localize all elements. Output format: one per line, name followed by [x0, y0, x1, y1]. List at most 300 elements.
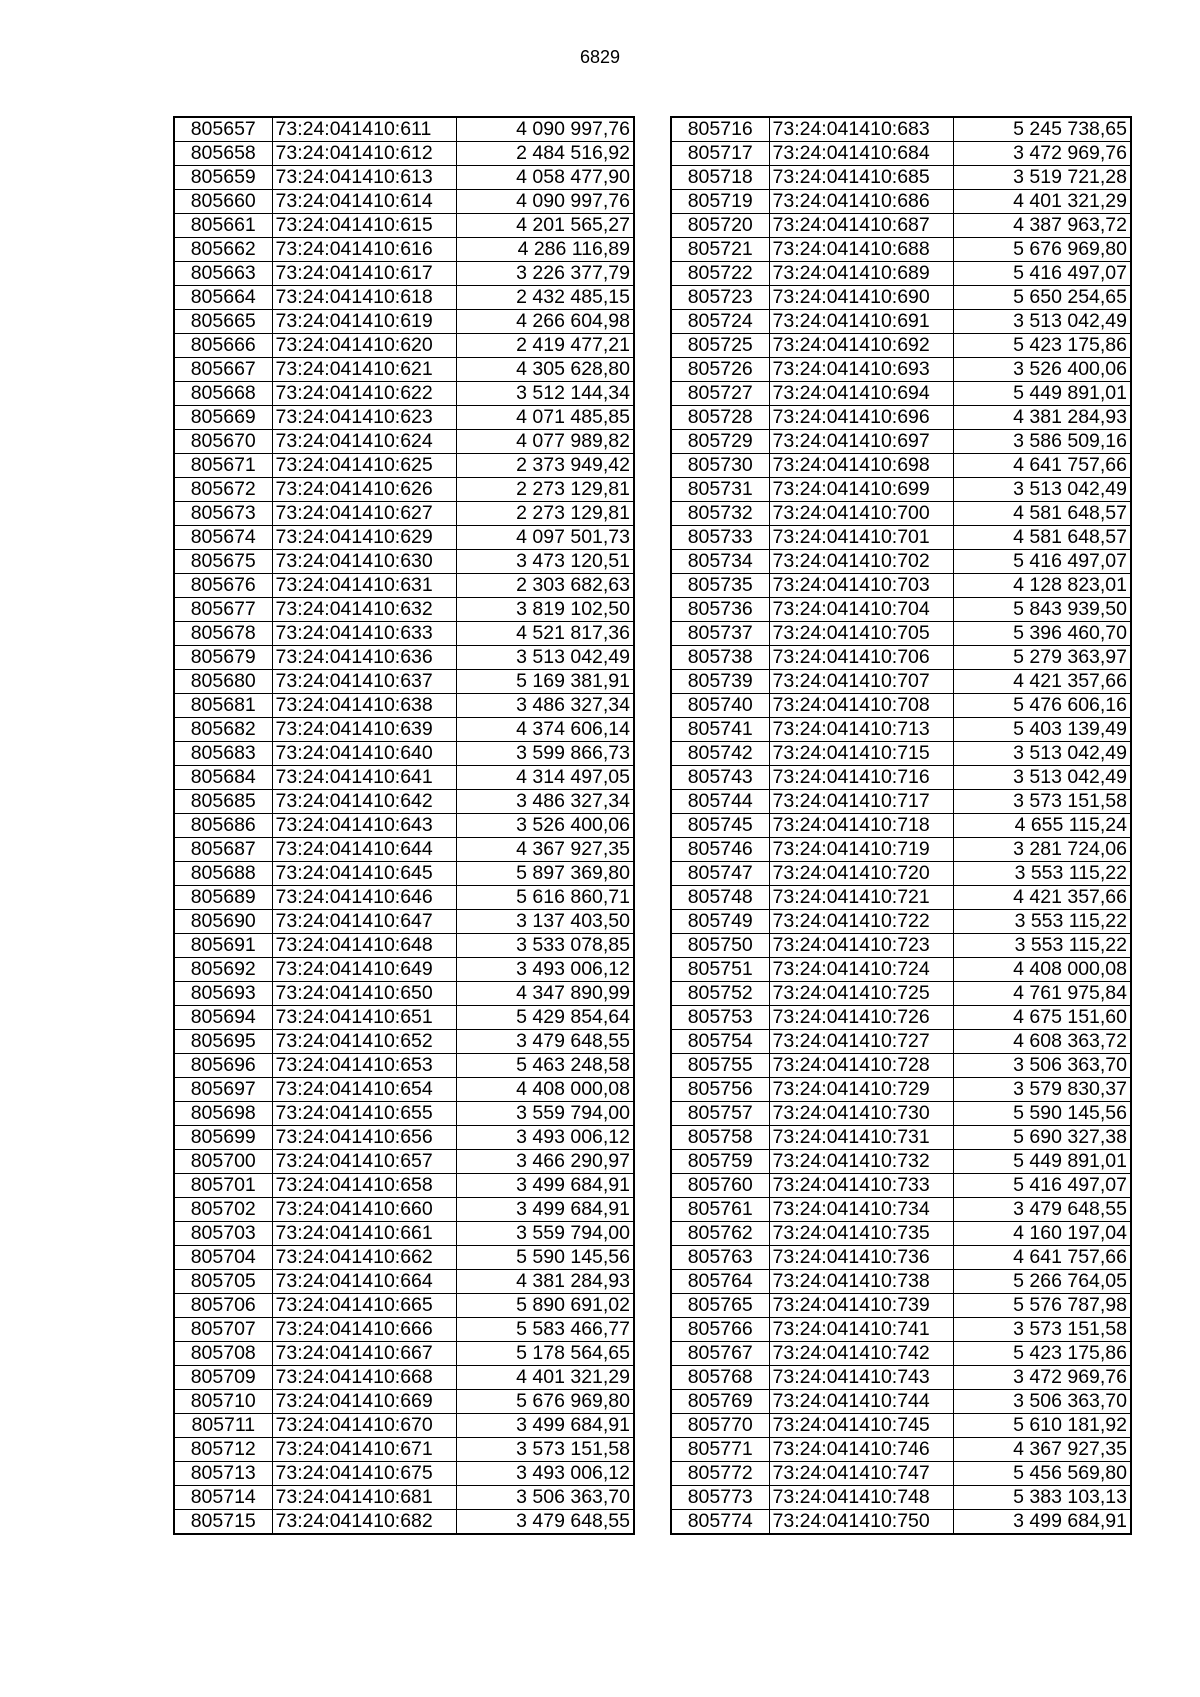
table-row: [671, 310, 1131, 334]
table-row: [174, 646, 634, 670]
table-row: [671, 1246, 1131, 1270]
cadastral-value-cell: 3 559 794,00: [456, 1222, 634, 1246]
cadastral-value-cell: 3 512 144,34: [456, 382, 634, 406]
table-row: [671, 1390, 1131, 1414]
record-number-cell: 805682: [174, 718, 272, 742]
cadastral-number-cell: 73:24:041410:688: [769, 238, 953, 262]
cadastral-number-cell: 73:24:041410:620: [272, 334, 456, 358]
record-number-cell: 805697: [174, 1078, 272, 1102]
right-data-table: [670, 116, 1132, 1535]
cadastral-number-cell: 73:24:041410:746: [769, 1438, 953, 1462]
cadastral-number-cell: 73:24:041410:719: [769, 838, 953, 862]
record-number-cell: 805751: [671, 958, 769, 982]
cadastral-value-cell: 3 533 078,85: [456, 934, 634, 958]
cadastral-value-cell: 3 493 006,12: [456, 1462, 634, 1486]
cadastral-value-cell: 5 676 969,80: [953, 238, 1131, 262]
cadastral-value-cell: 3 473 120,51: [456, 550, 634, 574]
record-number-cell: 805730: [671, 454, 769, 478]
cadastral-value-cell: 3 599 866,73: [456, 742, 634, 766]
cadastral-value-cell: 3 499 684,91: [456, 1198, 634, 1222]
cadastral-number-cell: 73:24:041410:621: [272, 358, 456, 382]
cadastral-value-cell: 3 137 403,50: [456, 910, 634, 934]
table-row: [671, 286, 1131, 310]
record-number-cell: 805720: [671, 214, 769, 238]
record-number-cell: 805767: [671, 1342, 769, 1366]
cadastral-value-cell: 3 506 363,70: [456, 1486, 634, 1510]
cadastral-value-cell: 4 408 000,08: [953, 958, 1131, 982]
table-row: [671, 574, 1131, 598]
table-row: [174, 1078, 634, 1102]
record-number-cell: 805708: [174, 1342, 272, 1366]
table-row: [174, 1342, 634, 1366]
left-data-table: [173, 116, 635, 1535]
cadastral-value-cell: 4 641 757,66: [953, 454, 1131, 478]
cadastral-value-cell: 4 305 628,80: [456, 358, 634, 382]
cadastral-number-cell: 73:24:041410:641: [272, 766, 456, 790]
record-number-cell: 805698: [174, 1102, 272, 1126]
table-row: [671, 550, 1131, 574]
cadastral-value-cell: 4 314 497,05: [456, 766, 634, 790]
table-row: [174, 1414, 634, 1438]
cadastral-value-cell: 5 463 248,58: [456, 1054, 634, 1078]
cadastral-number-cell: 73:24:041410:704: [769, 598, 953, 622]
record-number-cell: 805731: [671, 478, 769, 502]
cadastral-number-cell: 73:24:041410:662: [272, 1246, 456, 1270]
record-number-cell: 805750: [671, 934, 769, 958]
record-number-cell: 805763: [671, 1246, 769, 1270]
cadastral-number-cell: 73:24:041410:698: [769, 454, 953, 478]
record-number-cell: 805772: [671, 1462, 769, 1486]
cadastral-number-cell: 73:24:041410:694: [769, 382, 953, 406]
record-number-cell: 805757: [671, 1102, 769, 1126]
cadastral-value-cell: 3 486 327,34: [456, 790, 634, 814]
record-number-cell: 805657: [174, 117, 272, 142]
cadastral-value-cell: 3 479 648,55: [456, 1510, 634, 1535]
table-row: [174, 622, 634, 646]
record-number-cell: 805687: [174, 838, 272, 862]
cadastral-value-cell: 3 506 363,70: [953, 1054, 1131, 1078]
record-number-cell: 805659: [174, 166, 272, 190]
cadastral-value-cell: 4 347 890,99: [456, 982, 634, 1006]
table-row: [174, 1390, 634, 1414]
cadastral-number-cell: 73:24:041410:681: [272, 1486, 456, 1510]
cadastral-number-cell: 73:24:041410:642: [272, 790, 456, 814]
record-number-cell: 805665: [174, 310, 272, 334]
record-number-cell: 805745: [671, 814, 769, 838]
table-row: [174, 190, 634, 214]
cadastral-number-cell: 73:24:041410:639: [272, 718, 456, 742]
cadastral-value-cell: 4 581 648,57: [953, 502, 1131, 526]
table-row: [174, 1030, 634, 1054]
cadastral-value-cell: 4 097 501,73: [456, 526, 634, 550]
cadastral-number-cell: 73:24:041410:650: [272, 982, 456, 1006]
table-row: [671, 1342, 1131, 1366]
cadastral-number-cell: 73:24:041410:744: [769, 1390, 953, 1414]
table-row: [174, 406, 634, 430]
table-row: [174, 598, 634, 622]
cadastral-value-cell: 3 573 151,58: [953, 790, 1131, 814]
table-row: [174, 310, 634, 334]
record-number-cell: 805716: [671, 117, 769, 142]
cadastral-value-cell: 5 616 860,71: [456, 886, 634, 910]
record-number-cell: 805734: [671, 550, 769, 574]
cadastral-value-cell: 4 374 606,14: [456, 718, 634, 742]
table-row: [174, 742, 634, 766]
record-number-cell: 805727: [671, 382, 769, 406]
table-row: [671, 982, 1131, 1006]
table-row: [174, 694, 634, 718]
record-number-cell: 805664: [174, 286, 272, 310]
cadastral-number-cell: 73:24:041410:706: [769, 646, 953, 670]
table-row: [671, 718, 1131, 742]
table-row: [671, 1030, 1131, 1054]
record-number-cell: 805712: [174, 1438, 272, 1462]
record-number-cell: 805686: [174, 814, 272, 838]
cadastral-value-cell: 4 201 565,27: [456, 214, 634, 238]
cadastral-number-cell: 73:24:041410:658: [272, 1174, 456, 1198]
cadastral-number-cell: 73:24:041410:657: [272, 1150, 456, 1174]
cadastral-value-cell: 4 077 989,82: [456, 430, 634, 454]
cadastral-value-cell: 3 506 363,70: [953, 1390, 1131, 1414]
table-row: [671, 454, 1131, 478]
record-number-cell: 805721: [671, 238, 769, 262]
cadastral-value-cell: 4 160 197,04: [953, 1222, 1131, 1246]
table-row: [174, 1510, 634, 1535]
cadastral-value-cell: 3 553 115,22: [953, 934, 1131, 958]
cadastral-number-cell: 73:24:041410:724: [769, 958, 953, 982]
record-number-cell: 805685: [174, 790, 272, 814]
cadastral-value-cell: 3 586 509,16: [953, 430, 1131, 454]
cadastral-number-cell: 73:24:041410:682: [272, 1510, 456, 1535]
cadastral-number-cell: 73:24:041410:742: [769, 1342, 953, 1366]
cadastral-value-cell: 5 423 175,86: [953, 334, 1131, 358]
cadastral-number-cell: 73:24:041410:745: [769, 1414, 953, 1438]
cadastral-value-cell: 5 890 691,02: [456, 1294, 634, 1318]
record-number-cell: 805723: [671, 286, 769, 310]
cadastral-value-cell: 4 421 357,66: [953, 886, 1131, 910]
cadastral-value-cell: 3 553 115,22: [953, 862, 1131, 886]
cadastral-value-cell: 5 266 764,05: [953, 1270, 1131, 1294]
cadastral-value-cell: 5 456 569,80: [953, 1462, 1131, 1486]
record-number-cell: 805691: [174, 934, 272, 958]
record-number-cell: 805710: [174, 1390, 272, 1414]
record-number-cell: 805719: [671, 190, 769, 214]
cadastral-value-cell: 5 423 175,86: [953, 1342, 1131, 1366]
table-row: [174, 958, 634, 982]
cadastral-value-cell: 3 466 290,97: [456, 1150, 634, 1174]
record-number-cell: 805740: [671, 694, 769, 718]
table-row: [174, 238, 634, 262]
record-number-cell: 805693: [174, 982, 272, 1006]
right-table-body: [671, 117, 1131, 1534]
table-row: [174, 262, 634, 286]
cadastral-number-cell: 73:24:041410:654: [272, 1078, 456, 1102]
cadastral-number-cell: 73:24:041410:647: [272, 910, 456, 934]
record-number-cell: 805677: [174, 598, 272, 622]
cadastral-number-cell: 73:24:041410:675: [272, 1462, 456, 1486]
table-row: [671, 526, 1131, 550]
cadastral-number-cell: 73:24:041410:733: [769, 1174, 953, 1198]
cadastral-value-cell: 3 819 102,50: [456, 598, 634, 622]
record-number-cell: 805749: [671, 910, 769, 934]
page-number: 6829: [579, 47, 621, 67]
table-row: [174, 334, 634, 358]
record-number-cell: 805717: [671, 142, 769, 166]
table-row: [174, 886, 634, 910]
left-table-body: [174, 117, 634, 1534]
cadastral-number-cell: 73:24:041410:683: [769, 117, 953, 142]
cadastral-number-cell: 73:24:041410:747: [769, 1462, 953, 1486]
record-number-cell: 805729: [671, 430, 769, 454]
table-row: [174, 358, 634, 382]
cadastral-number-cell: 73:24:041410:728: [769, 1054, 953, 1078]
table-row: [174, 1198, 634, 1222]
cadastral-value-cell: 3 513 042,49: [953, 766, 1131, 790]
cadastral-number-cell: 73:24:041410:646: [272, 886, 456, 910]
record-number-cell: 805746: [671, 838, 769, 862]
cadastral-value-cell: 5 843 939,50: [953, 598, 1131, 622]
cadastral-value-cell: 2 273 129,81: [456, 502, 634, 526]
cadastral-number-cell: 73:24:041410:708: [769, 694, 953, 718]
cadastral-number-cell: 73:24:041410:617: [272, 262, 456, 286]
cadastral-value-cell: 2 419 477,21: [456, 334, 634, 358]
table-row: [671, 1198, 1131, 1222]
cadastral-number-cell: 73:24:041410:669: [272, 1390, 456, 1414]
table-row: [671, 502, 1131, 526]
table-row: [671, 382, 1131, 406]
table-row: [671, 406, 1131, 430]
cadastral-number-cell: 73:24:041410:735: [769, 1222, 953, 1246]
cadastral-number-cell: 73:24:041410:631: [272, 574, 456, 598]
cadastral-value-cell: 4 581 648,57: [953, 526, 1131, 550]
record-number-cell: 805771: [671, 1438, 769, 1462]
table-row: [671, 646, 1131, 670]
cadastral-number-cell: 73:24:041410:748: [769, 1486, 953, 1510]
cadastral-value-cell: 5 403 139,49: [953, 718, 1131, 742]
cadastral-value-cell: 5 583 466,77: [456, 1318, 634, 1342]
cadastral-number-cell: 73:24:041410:730: [769, 1102, 953, 1126]
cadastral-number-cell: 73:24:041410:637: [272, 670, 456, 694]
cadastral-number-cell: 73:24:041410:702: [769, 550, 953, 574]
cadastral-value-cell: 3 486 327,34: [456, 694, 634, 718]
cadastral-number-cell: 73:24:041410:725: [769, 982, 953, 1006]
record-number-cell: 805699: [174, 1126, 272, 1150]
record-number-cell: 805726: [671, 358, 769, 382]
record-number-cell: 805683: [174, 742, 272, 766]
cadastral-value-cell: 3 479 648,55: [456, 1030, 634, 1054]
cadastral-number-cell: 73:24:041410:685: [769, 166, 953, 190]
cadastral-value-cell: 4 387 963,72: [953, 214, 1131, 238]
table-row: [671, 334, 1131, 358]
record-number-cell: 805714: [174, 1486, 272, 1510]
table-row: [671, 1126, 1131, 1150]
record-number-cell: 805755: [671, 1054, 769, 1078]
cadastral-value-cell: 3 226 377,79: [456, 262, 634, 286]
table-row: [671, 742, 1131, 766]
cadastral-number-cell: 73:24:041410:701: [769, 526, 953, 550]
cadastral-number-cell: 73:24:041410:700: [769, 502, 953, 526]
cadastral-value-cell: 3 479 648,55: [953, 1198, 1131, 1222]
cadastral-number-cell: 73:24:041410:664: [272, 1270, 456, 1294]
cadastral-value-cell: 3 559 794,00: [456, 1102, 634, 1126]
record-number-cell: 805736: [671, 598, 769, 622]
record-number-cell: 805768: [671, 1366, 769, 1390]
cadastral-number-cell: 73:24:041410:665: [272, 1294, 456, 1318]
cadastral-number-cell: 73:24:041410:660: [272, 1198, 456, 1222]
table-row: [671, 790, 1131, 814]
cadastral-number-cell: 73:24:041410:640: [272, 742, 456, 766]
table-row: [174, 1150, 634, 1174]
cadastral-number-cell: 73:24:041410:729: [769, 1078, 953, 1102]
cadastral-value-cell: 4 401 321,29: [953, 190, 1131, 214]
cadastral-value-cell: 4 128 823,01: [953, 574, 1131, 598]
record-number-cell: 805684: [174, 766, 272, 790]
cadastral-number-cell: 73:24:041410:750: [769, 1510, 953, 1535]
record-number-cell: 805752: [671, 982, 769, 1006]
table-row: [671, 1054, 1131, 1078]
record-number-cell: 805704: [174, 1246, 272, 1270]
cadastral-value-cell: 5 416 497,07: [953, 550, 1131, 574]
table-row: [174, 1438, 634, 1462]
table-row: [671, 1438, 1131, 1462]
table-row: [671, 358, 1131, 382]
table-row: [174, 1294, 634, 1318]
record-number-cell: 805700: [174, 1150, 272, 1174]
cadastral-number-cell: 73:24:041410:656: [272, 1126, 456, 1150]
cadastral-value-cell: 3 513 042,49: [953, 478, 1131, 502]
table-row: [671, 117, 1131, 142]
cadastral-number-cell: 73:24:041410:668: [272, 1366, 456, 1390]
cadastral-value-cell: 5 476 606,16: [953, 694, 1131, 718]
cadastral-value-cell: 4 090 997,76: [456, 117, 634, 142]
table-row: [174, 214, 634, 238]
cadastral-number-cell: 73:24:041410:720: [769, 862, 953, 886]
table-row: [671, 430, 1131, 454]
cadastral-value-cell: 3 513 042,49: [456, 646, 634, 670]
record-number-cell: 805689: [174, 886, 272, 910]
cadastral-value-cell: 3 499 684,91: [456, 1174, 634, 1198]
cadastral-number-cell: 73:24:041410:614: [272, 190, 456, 214]
cadastral-number-cell: 73:24:041410:699: [769, 478, 953, 502]
record-number-cell: 805661: [174, 214, 272, 238]
cadastral-number-cell: 73:24:041410:626: [272, 478, 456, 502]
cadastral-value-cell: 5 383 103,13: [953, 1486, 1131, 1510]
cadastral-number-cell: 73:24:041410:687: [769, 214, 953, 238]
cadastral-value-cell: 3 526 400,06: [953, 358, 1131, 382]
record-number-cell: 805701: [174, 1174, 272, 1198]
record-number-cell: 805666: [174, 334, 272, 358]
cadastral-value-cell: 4 266 604,98: [456, 310, 634, 334]
record-number-cell: 805706: [174, 1294, 272, 1318]
record-number-cell: 805764: [671, 1270, 769, 1294]
record-number-cell: 805709: [174, 1366, 272, 1390]
cadastral-value-cell: 3 579 830,37: [953, 1078, 1131, 1102]
cadastral-number-cell: 73:24:041410:697: [769, 430, 953, 454]
cadastral-number-cell: 73:24:041410:622: [272, 382, 456, 406]
cadastral-value-cell: 4 058 477,90: [456, 166, 634, 190]
record-number-cell: 805660: [174, 190, 272, 214]
table-row: [671, 1414, 1131, 1438]
record-number-cell: 805692: [174, 958, 272, 982]
table-row: [174, 142, 634, 166]
table-row: [671, 1270, 1131, 1294]
cadastral-value-cell: 5 416 497,07: [953, 262, 1131, 286]
table-row: [174, 766, 634, 790]
record-number-cell: 805742: [671, 742, 769, 766]
table-row: [671, 934, 1131, 958]
table-row: [671, 1294, 1131, 1318]
record-number-cell: 805759: [671, 1150, 769, 1174]
table-row: [671, 1318, 1131, 1342]
cadastral-number-cell: 73:24:041410:718: [769, 814, 953, 838]
record-number-cell: 805770: [671, 1414, 769, 1438]
cadastral-number-cell: 73:24:041410:651: [272, 1006, 456, 1030]
cadastral-number-cell: 73:24:041410:692: [769, 334, 953, 358]
cadastral-value-cell: 4 381 284,93: [456, 1270, 634, 1294]
cadastral-value-cell: 4 761 975,84: [953, 982, 1131, 1006]
cadastral-value-cell: 5 178 564,65: [456, 1342, 634, 1366]
cadastral-value-cell: 3 493 006,12: [456, 958, 634, 982]
cadastral-value-cell: 2 484 516,92: [456, 142, 634, 166]
cadastral-value-cell: 4 401 321,29: [456, 1366, 634, 1390]
cadastral-number-cell: 73:24:041410:723: [769, 934, 953, 958]
cadastral-value-cell: 2 373 949,42: [456, 454, 634, 478]
cadastral-value-cell: 3 573 151,58: [953, 1318, 1131, 1342]
record-number-cell: 805713: [174, 1462, 272, 1486]
record-number-cell: 805738: [671, 646, 769, 670]
record-number-cell: 805765: [671, 1294, 769, 1318]
table-row: [671, 142, 1131, 166]
cadastral-value-cell: 5 650 254,65: [953, 286, 1131, 310]
cadastral-number-cell: 73:24:041410:703: [769, 574, 953, 598]
cadastral-number-cell: 73:24:041410:721: [769, 886, 953, 910]
record-number-cell: 805672: [174, 478, 272, 502]
cadastral-number-cell: 73:24:041410:738: [769, 1270, 953, 1294]
cadastral-value-cell: 4 675 151,60: [953, 1006, 1131, 1030]
cadastral-number-cell: 73:24:041410:686: [769, 190, 953, 214]
cadastral-value-cell: 2 273 129,81: [456, 478, 634, 502]
cadastral-number-cell: 73:24:041410:707: [769, 670, 953, 694]
table-row: [671, 238, 1131, 262]
record-number-cell: 805667: [174, 358, 272, 382]
record-number-cell: 805703: [174, 1222, 272, 1246]
record-number-cell: 805676: [174, 574, 272, 598]
table-row: [671, 910, 1131, 934]
table-row: [174, 982, 634, 1006]
record-number-cell: 805711: [174, 1414, 272, 1438]
table-row: [174, 718, 634, 742]
record-number-cell: 805748: [671, 886, 769, 910]
cadastral-number-cell: 73:24:041410:611: [272, 117, 456, 142]
table-row: [174, 430, 634, 454]
record-number-cell: 805756: [671, 1078, 769, 1102]
record-number-cell: 805718: [671, 166, 769, 190]
table-row: [671, 1462, 1131, 1486]
record-number-cell: 805725: [671, 334, 769, 358]
cadastral-value-cell: 3 553 115,22: [953, 910, 1131, 934]
table-row: [174, 574, 634, 598]
record-number-cell: 805702: [174, 1198, 272, 1222]
table-row: [671, 670, 1131, 694]
table-row: [174, 478, 634, 502]
cadastral-value-cell: 5 610 181,92: [953, 1414, 1131, 1438]
table-row: [174, 286, 634, 310]
table-row: [174, 670, 634, 694]
cadastral-value-cell: 3 513 042,49: [953, 742, 1131, 766]
record-number-cell: 805724: [671, 310, 769, 334]
table-row: [671, 1366, 1131, 1390]
cadastral-value-cell: 3 513 042,49: [953, 310, 1131, 334]
